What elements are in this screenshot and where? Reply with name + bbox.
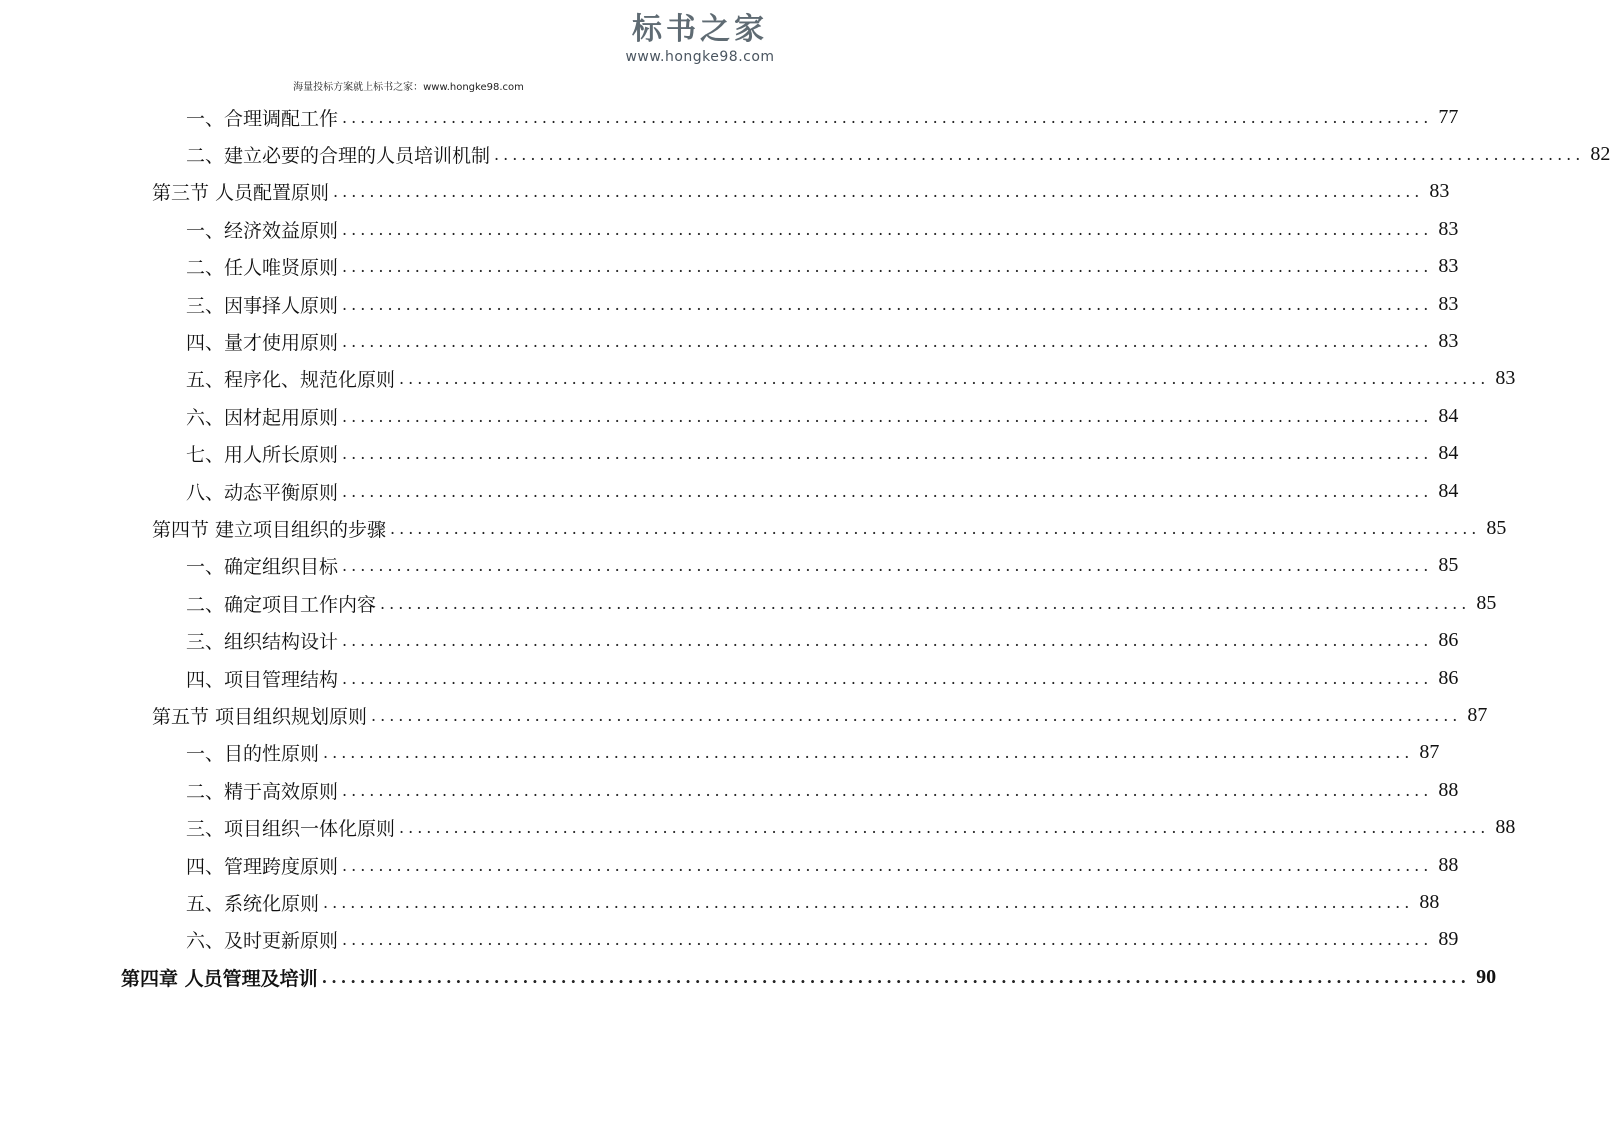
toc-dot-leader: ........................................................................................................................ (494, 144, 1585, 164)
toc-entry-label: 第四章 人员管理及培训 (121, 967, 318, 990)
toc-dot-leader: ........................................................................................................................ (380, 593, 1471, 613)
toc-entry-label: 五、程序化、规范化原则 (186, 369, 396, 392)
toc-entry-label: 二、建立必要的合理的人员培训机制 (186, 144, 491, 167)
toc-entry-page-number: 83 (1438, 217, 1459, 240)
toc-entry[interactable] (0, 286, 1459, 322)
logo-title: 标书之家 (632, 12, 768, 47)
toc-entry[interactable] (0, 136, 1610, 172)
toc-entry-label: 六、及时更新原则 (186, 930, 339, 953)
toc-entry-label: 七、用人所长原则 (186, 444, 339, 467)
toc-entry-label: 三、项目组织一体化原则 (186, 818, 396, 841)
toc-entry-page-number: 83 (1495, 367, 1516, 390)
toc-entry-label: 第四节 建立项目组织的步骤 (152, 518, 387, 541)
toc-entry[interactable] (0, 884, 1440, 920)
toc-entry[interactable] (0, 99, 1459, 135)
toc-entry[interactable] (0, 959, 1497, 995)
toc-entry-label: 二、精于高效原则 (186, 780, 339, 803)
toc-entry[interactable] (0, 473, 1459, 509)
toc-entry-page-number: 83 (1429, 180, 1450, 203)
toc-entry-label: 第三节 人员配置原则 (152, 182, 330, 205)
toc-dot-leader: ........................................................................................................................ (399, 818, 1490, 838)
toc-entry-label: 四、量才使用原则 (186, 331, 339, 354)
toc-entry-label: 一、经济效益原则 (186, 219, 339, 242)
toc-dot-leader: ........................................................................................................................ (342, 668, 1433, 688)
toc-entry-page-number: 82 (1590, 142, 1610, 165)
toc-entry[interactable] (0, 660, 1459, 696)
toc-entry[interactable] (0, 323, 1459, 359)
site-logo (625, 12, 775, 66)
toc-entry-label: 五、系统化原则 (186, 892, 320, 915)
toc-entry-page-number: 88 (1438, 853, 1459, 876)
toc-entry[interactable] (0, 398, 1459, 434)
toc-entry-page-number: 87 (1419, 741, 1440, 764)
toc-entry-page-number: 85 (1476, 591, 1497, 614)
toc-entry[interactable] (0, 211, 1459, 247)
toc-dot-leader: ........................................................................................................................ (342, 294, 1433, 314)
logo-url: www.hongke98.com (625, 49, 775, 65)
toc-entry-page-number: 86 (1438, 666, 1459, 689)
toc-entry-page-number: 83 (1438, 255, 1459, 278)
toc-entry-label: 三、组织结构设计 (186, 631, 339, 654)
toc-dot-leader: ........................................................................................................................ (390, 518, 1481, 538)
toc-dot-leader: ........................................................................................................................ (321, 967, 1471, 987)
toc-dot-leader: ........................................................................................................................ (342, 556, 1433, 576)
toc-dot-leader: ........................................................................................................................ (323, 892, 1414, 912)
toc-entry-label: 六、因材起用原则 (186, 406, 339, 429)
toc-entry-page-number: 88 (1438, 778, 1459, 801)
toc-dot-leader: ........................................................................................................................ (342, 930, 1433, 950)
header-note: 海量投标方案就上标书之家：www.hongke98.com (293, 82, 524, 93)
toc-entry[interactable] (0, 436, 1459, 472)
toc-entry-page-number: 84 (1438, 404, 1459, 427)
toc-entry-page-number: 83 (1438, 292, 1459, 315)
toc-entry-page-number: 90 (1476, 965, 1497, 988)
toc-dot-leader: ........................................................................................................................ (342, 631, 1433, 651)
toc-dot-leader: ........................................................................................................................ (342, 406, 1433, 426)
toc-entry[interactable] (0, 510, 1507, 546)
toc-entry[interactable] (0, 174, 1450, 210)
toc-entry[interactable] (0, 548, 1459, 584)
toc-entry-label: 四、管理跨度原则 (186, 855, 339, 878)
toc-dot-leader: ........................................................................................................................ (399, 369, 1490, 389)
toc-entry-label: 二、确定项目工作内容 (186, 593, 377, 616)
toc-dot-leader: ........................................................................................................................ (342, 481, 1433, 501)
toc-entry[interactable] (0, 697, 1488, 733)
toc-entry[interactable] (0, 585, 1497, 621)
toc-entry[interactable] (0, 847, 1459, 883)
toc-entry-page-number: 88 (1419, 890, 1440, 913)
toc-entry-label: 第五节 项目组织规划原则 (152, 705, 368, 728)
toc-dot-leader: ........................................................................................................................ (333, 182, 1424, 202)
toc-entry[interactable] (0, 922, 1459, 958)
toc-entry-page-number: 84 (1438, 479, 1459, 502)
toc-dot-leader: ........................................................................................................................ (342, 107, 1433, 127)
toc-dot-leader: ........................................................................................................................ (371, 705, 1462, 725)
toc-dot-leader: ........................................................................................................................ (342, 331, 1433, 351)
toc-entry-label: 一、目的性原则 (186, 743, 320, 766)
toc-entry-page-number: 85 (1486, 516, 1507, 539)
toc-entry-page-number: 88 (1495, 816, 1516, 839)
toc-entry-page-number: 83 (1438, 329, 1459, 352)
toc-dot-leader: ........................................................................................................................ (323, 743, 1414, 763)
toc-entry-label: 一、确定组织目标 (186, 556, 339, 579)
toc-entry-label: 四、项目管理结构 (186, 668, 339, 691)
toc-dot-leader: ........................................................................................................................ (342, 444, 1433, 464)
toc-dot-leader: ........................................................................................................................ (342, 257, 1433, 277)
toc-entry-label: 一、合理调配工作 (186, 107, 339, 130)
toc-entry-page-number: 77 (1438, 105, 1459, 128)
toc-dot-leader: ........................................................................................................................ (342, 855, 1433, 875)
toc-entry-label: 三、因事择人原则 (186, 294, 339, 317)
toc-entry[interactable] (0, 361, 1516, 397)
toc-dot-leader: ........................................................................................................................ (342, 219, 1433, 239)
toc-entry[interactable] (0, 810, 1516, 846)
toc-entry[interactable] (0, 772, 1459, 808)
toc-entry[interactable] (0, 623, 1459, 659)
toc-dot-leader: ........................................................................................................................ (342, 780, 1433, 800)
toc-entry-label: 八、动态平衡原则 (186, 481, 339, 504)
toc-entry-label: 二、任人唯贤原则 (186, 257, 339, 280)
toc-entry-page-number: 84 (1438, 442, 1459, 465)
toc-entry-page-number: 89 (1438, 928, 1459, 951)
toc-entry[interactable] (0, 249, 1459, 285)
toc-entry-page-number: 85 (1438, 554, 1459, 577)
toc-entry-page-number: 87 (1467, 703, 1488, 726)
toc-entry[interactable] (0, 735, 1440, 771)
toc-entry-page-number: 86 (1438, 629, 1459, 652)
